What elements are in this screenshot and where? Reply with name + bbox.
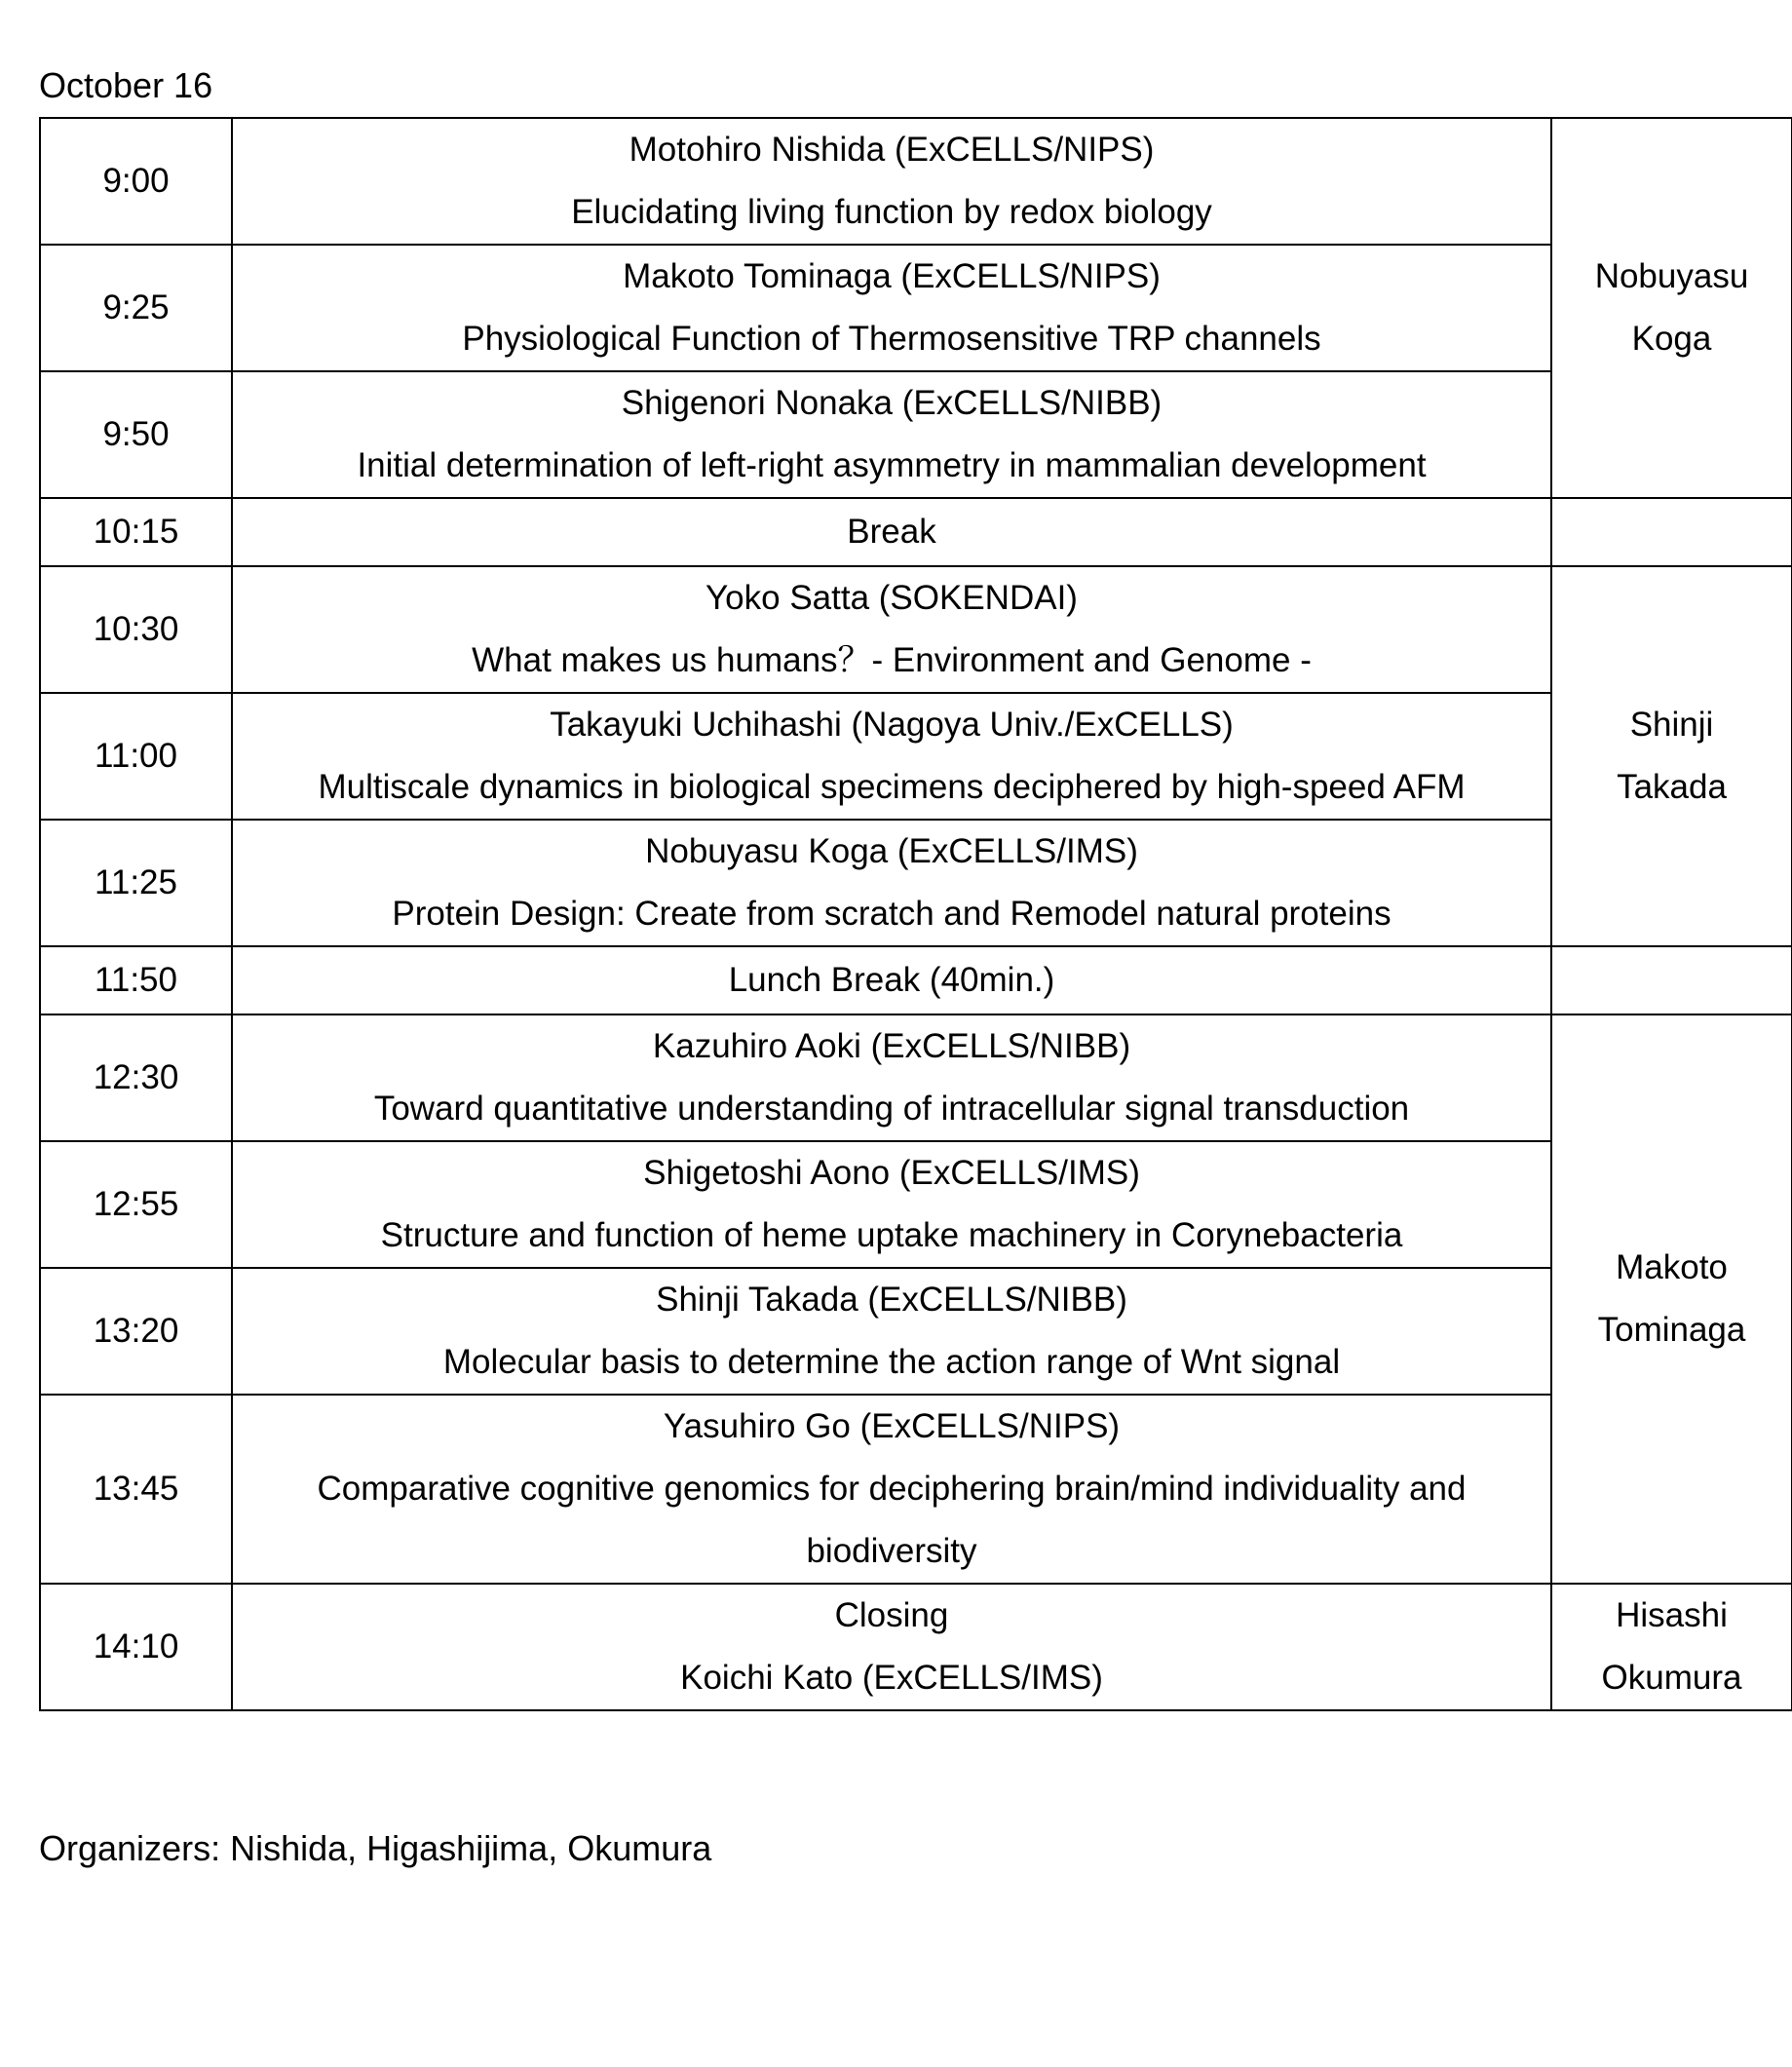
lunch-break-label: Lunch Break (40min.)	[232, 946, 1551, 1014]
chair-cell	[1551, 566, 1792, 946]
speaker-name: Makoto Tominaga (ExCELLS/NIPS)	[623, 257, 1161, 295]
speaker-name: Shigetoshi Aono (ExCELLS/IMS)	[643, 1154, 1140, 1192]
chair-first-name: Shinji	[1629, 706, 1714, 744]
talk-title: Toward quantitative understanding of intracellular signal transduction	[373, 1090, 1410, 1128]
chair-first-name: Nobuyasu	[1594, 257, 1749, 295]
schedule-row	[40, 1141, 1792, 1268]
talk-cell	[232, 1395, 1551, 1584]
talk-title: Elucidating living function by redox biology	[571, 193, 1212, 231]
talk-title: Physiological Function of Thermosensitive TRP channels	[462, 320, 1321, 358]
time-cell: 12:55	[40, 1141, 232, 1268]
organizers-note: Organizers: Nishida, Higashijima, Okumura	[39, 1828, 712, 1868]
chair-last-name: Takada	[1617, 768, 1727, 806]
chair-cell	[1551, 1014, 1792, 1584]
talk-title: Structure and function of heme uptake machinery in Corynebacteria	[380, 1216, 1403, 1254]
schedule-row	[40, 693, 1792, 820]
talk-cell	[232, 118, 1551, 245]
chair-cell-empty	[1551, 946, 1792, 1014]
talk-title: Multiscale dynamics in biological specimens deciphered by high-speed AFM	[318, 768, 1466, 806]
time-cell: 13:45	[40, 1395, 232, 1584]
talk-cell	[232, 245, 1551, 371]
schedule-row	[40, 1395, 1792, 1584]
time-cell: 9:50	[40, 371, 232, 498]
talk-title-line-2: biodiversity	[806, 1532, 977, 1570]
schedule-row	[40, 566, 1792, 693]
talk-title: Protein Design: Create from scratch and Remodel natural proteins	[392, 895, 1392, 933]
schedule-row	[40, 1268, 1792, 1395]
talk-title-line-1: Comparative cognitive genomics for deciphering brain/mind individuality and	[317, 1470, 1467, 1508]
talk-cell	[232, 1268, 1551, 1395]
talk-cell	[232, 693, 1551, 820]
closing-row	[40, 1584, 1792, 1710]
chair-cell	[1551, 1584, 1792, 1710]
talk-cell	[232, 1584, 1551, 1710]
time-cell: 12:30	[40, 1014, 232, 1141]
date-heading: October 16	[39, 65, 213, 105]
speaker-name: Motohiro Nishida (ExCELLS/NIPS)	[629, 131, 1155, 169]
talk-title: Molecular basis to determine the action range of Wnt signal	[442, 1343, 1341, 1381]
schedule-row	[40, 118, 1792, 245]
time-cell: 10:15	[40, 498, 232, 566]
speaker-name: Yoko Satta (SOKENDAI)	[705, 579, 1078, 617]
schedule-row	[40, 820, 1792, 946]
chair-first-name: Makoto	[1616, 1248, 1728, 1286]
time-cell: 11:50	[40, 946, 232, 1014]
talk-cell	[232, 566, 1551, 693]
time-cell: 11:25	[40, 820, 232, 946]
chair-last-name: Okumura	[1601, 1659, 1742, 1697]
time-cell: 9:00	[40, 118, 232, 245]
speaker-name: Takayuki Uchihashi (Nagoya Univ./ExCELLS)	[550, 706, 1234, 744]
talk-cell	[232, 1014, 1551, 1141]
talk-cell	[232, 371, 1551, 498]
talk-title: What makes us humans？- Environment and Genome -	[472, 641, 1312, 679]
talk-cell	[232, 820, 1551, 946]
closing-speaker: Koichi Kato (ExCELLS/IMS)	[680, 1659, 1103, 1697]
break-row	[40, 498, 1792, 566]
time-cell: 13:20	[40, 1268, 232, 1395]
chair-first-name: Hisashi	[1616, 1596, 1728, 1634]
schedule-row	[40, 1014, 1792, 1141]
schedule-table	[39, 117, 1792, 1711]
time-cell: 9:25	[40, 245, 232, 371]
chair-cell-empty	[1551, 498, 1792, 566]
time-cell: 10:30	[40, 566, 232, 693]
schedule-row	[40, 245, 1792, 371]
closing-label: Closing	[834, 1596, 949, 1634]
speaker-name: Shigenori Nonaka (ExCELLS/NIBB)	[621, 384, 1163, 422]
talk-cell	[232, 1141, 1551, 1268]
talk-title: Initial determination of left-right asymmetry in mammalian development	[357, 446, 1427, 484]
speaker-name: Shinji Takada (ExCELLS/NIBB)	[656, 1281, 1127, 1319]
time-cell: 14:10	[40, 1584, 232, 1710]
speaker-name: Yasuhiro Go (ExCELLS/NIPS)	[663, 1407, 1121, 1445]
break-row	[40, 946, 1792, 1014]
chair-cell	[1551, 118, 1792, 498]
speaker-name: Nobuyasu Koga (ExCELLS/IMS)	[645, 832, 1138, 870]
chair-last-name: Tominaga	[1597, 1311, 1746, 1349]
schedule-row	[40, 371, 1792, 498]
break-label: Break	[232, 498, 1551, 566]
time-cell: 11:00	[40, 693, 232, 820]
speaker-name: Kazuhiro Aoki (ExCELLS/NIBB)	[652, 1027, 1131, 1065]
chair-last-name: Koga	[1631, 320, 1712, 358]
